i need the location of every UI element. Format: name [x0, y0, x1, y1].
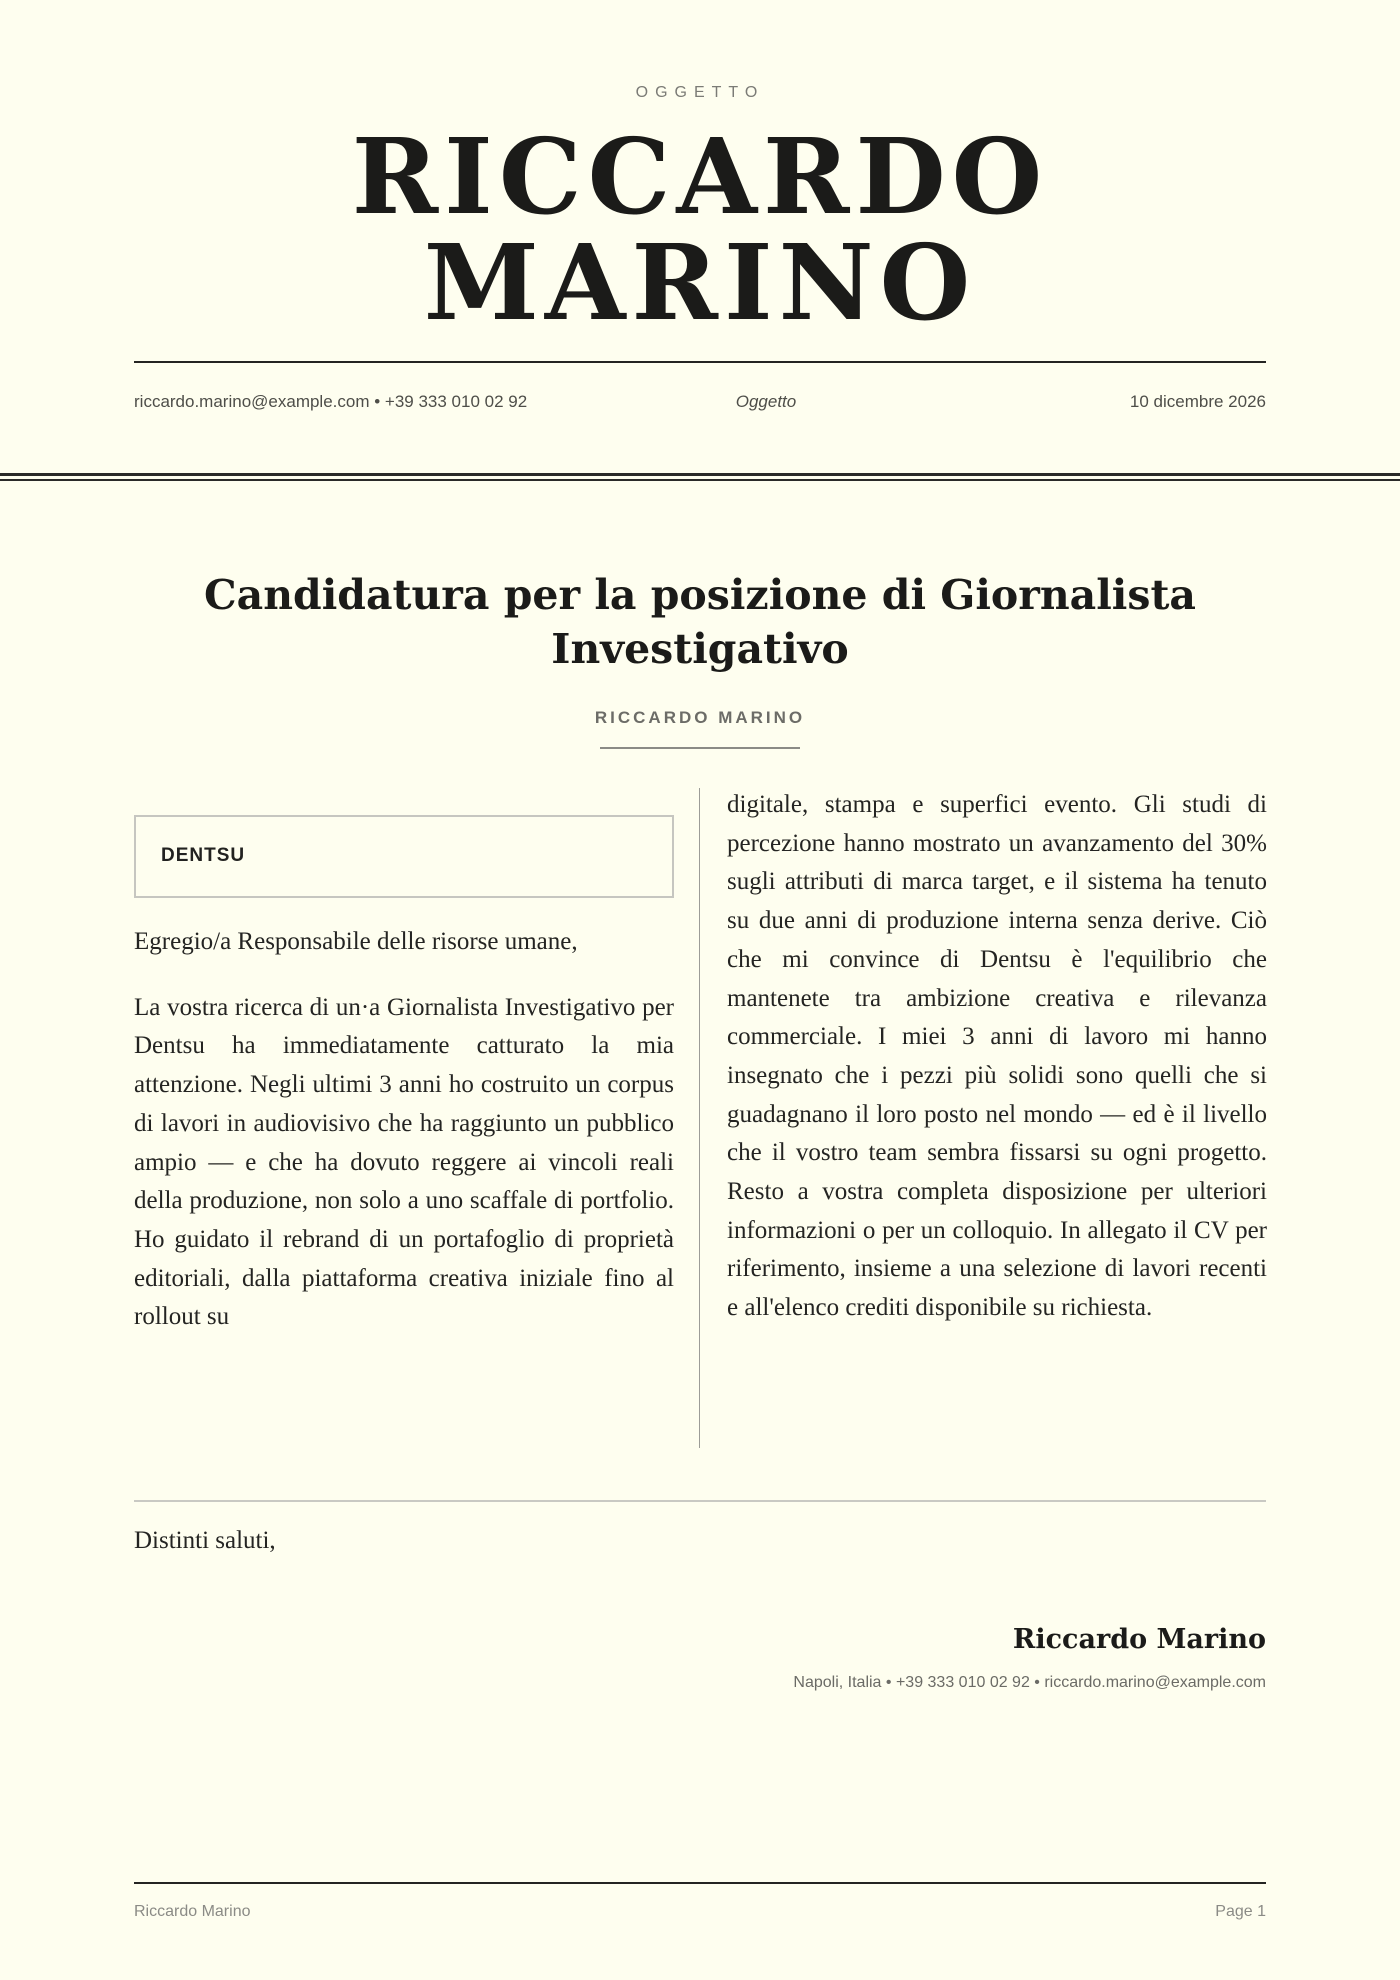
- closing-divider: [134, 1500, 1266, 1502]
- letter-body-continued: digitale, stampa e superfici evento. Gli studi di percezione hanno mostrato un avanzamento del 30% sugli attributi di marca target, e il sistema ha tenuto su due anni di produzione interna senza derive. Ciò che mi convince di Dentsu è l'equilibrio che mantenete tra ambizione creativa e rilevanza commerciale. I miei 3 anni di lavoro mi hanno insegnato che i pezzi più solidi sono quelli che si guadagnano il loro posto nel mondo — ed è il livello che il vostro team sembra fissarsi su ogni progetto. Resto a vostra completa disposizione per ulteriori informazioni o per un colloquio. In allegato il CV per riferimento, insieme a una selezione di lavori recenti e all'elenco crediti disponibile su richiesta.: [727, 791, 1267, 1322]
- section-label: Oggetto: [735, 392, 797, 411]
- byline-divider: [600, 747, 800, 749]
- valediction: Distinti saluti,: [134, 1527, 276, 1554]
- subject-byline: RICCARDO MARINO: [594, 708, 806, 727]
- column-divider: [699, 788, 700, 1448]
- masthead-kicker: OGGETTO: [635, 84, 765, 101]
- recipient-company-box: [134, 815, 674, 898]
- sender-first-name: RICCARDO: [351, 115, 1049, 238]
- footer-name: Riccardo Marino: [134, 1903, 251, 1920]
- letter-body: La vostra ricerca di un·a Giornalista Investigativo per Dentsu ha immediatamente catturato la mia attenzione. Negli ultimi 3 anni ho costruito un corpus di lavori in audiovisivo che ha raggiunto un pubblico ampio — e che ha dovuto reggere ai vincoli reali della produzione, non solo a uno scaffale di portfolio. Ho guidato il rebrand di un portafoglio di proprietà editoriali, dalla piattaforma creativa iniziale fino al rollout su: [134, 993, 674, 1331]
- recipient-company: DENTSU: [161, 845, 246, 867]
- signature-contact: Napoli, Italia • +39 333 010 02 92 • riccardo.marino@example.com: [793, 1674, 1266, 1691]
- page-number: Page 1: [1215, 1903, 1266, 1920]
- letter-column-left: [134, 786, 674, 1337]
- sender-name-heading: [134, 115, 1266, 344]
- letter-date: 10 dicembre 2026: [1129, 392, 1266, 411]
- masthead-divider: [134, 361, 1266, 363]
- sender-contact: riccardo.marino@example.com • +39 333 010 02 92: [134, 392, 528, 411]
- signature-name: Riccardo Marino: [1012, 1624, 1266, 1655]
- letter-column-right: [727, 786, 1267, 1328]
- letter-subject: Candidatura per la posizione di Giornalista Investigativo: [204, 571, 1196, 673]
- masthead-double-rule: [0, 473, 1400, 481]
- footer-divider: [134, 1882, 1266, 1884]
- sender-last-name: MARINO: [423, 221, 977, 344]
- salutation: Egregio/a Responsabile delle risorse umane,: [134, 928, 578, 955]
- masthead-meta: [134, 392, 1266, 414]
